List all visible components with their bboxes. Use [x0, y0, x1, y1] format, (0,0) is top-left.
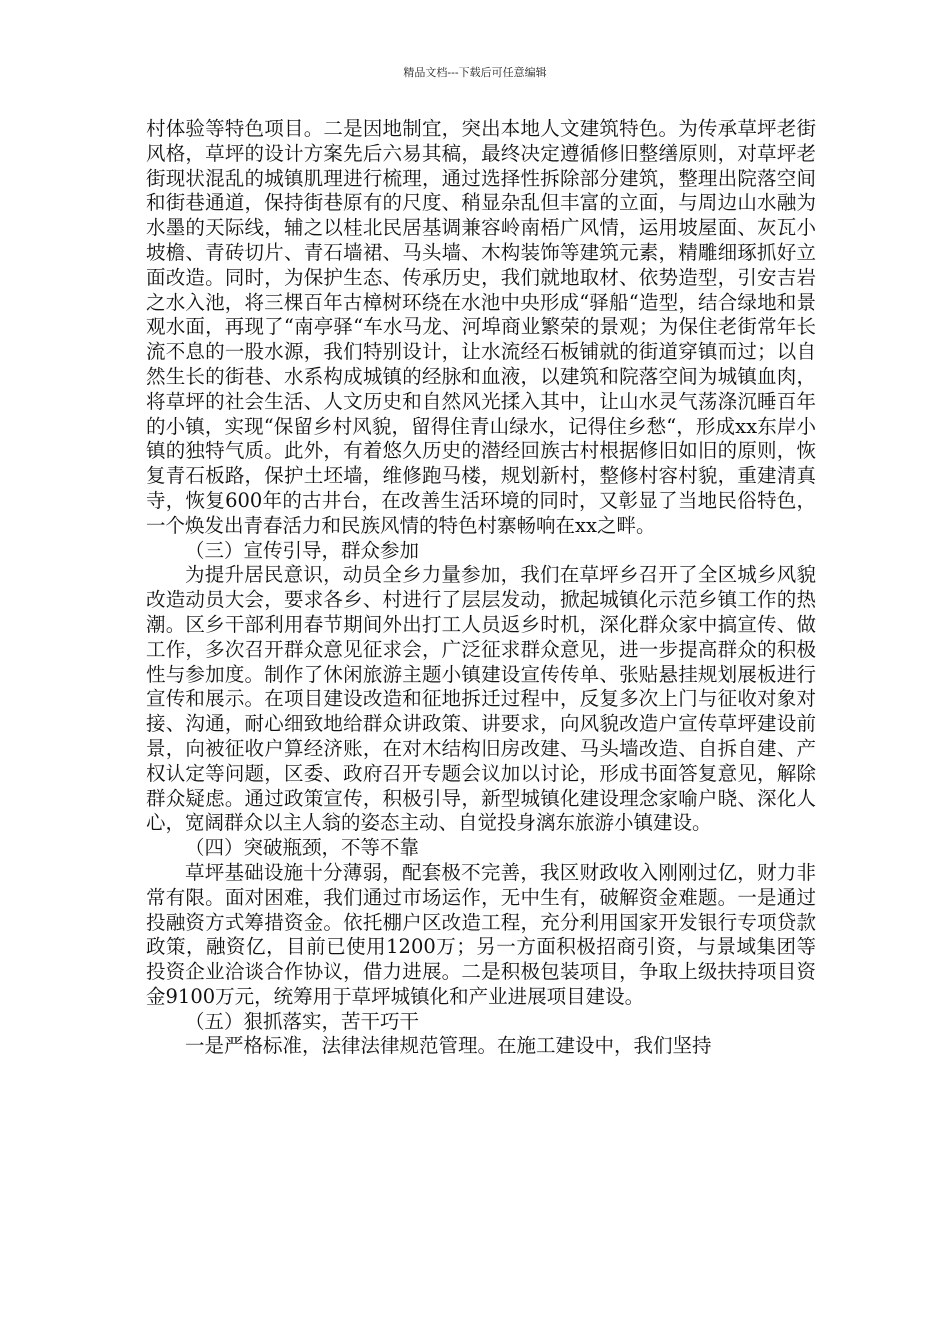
page-header: 精品文档---下载后可任意编辑 — [403, 66, 547, 79]
section-heading-3: （三）宣传引导，群众参加 — [185, 538, 420, 562]
paragraph-implementation: 一是严格标准，法律法律规范管理。在施工建设中，我们坚持 — [185, 1034, 712, 1058]
section-heading-5: （五）狠抓落实，苦干巧干 — [185, 1009, 420, 1033]
paragraph-funding: 草坪基础设施十分薄弱，配套极不完善，我区财政收入刚刚过亿，财力非常有限。面对困难，我们通过市场运作，无中生有，破解资金难题。一是通过投融资方式筹措资金。依托棚户区改造工程，充分利用国家开发银行专项贷款政策，融资亿，目前已使用1200万；另一方面积极招商引资，与景域集团等投资企业洽谈合作协议，借力进展。二是积极包装项目，争取上级扶持项目资金9100万元，统筹用于草坪城镇化和产业进展项目建设。 — [146, 860, 816, 1008]
paragraph-publicity: 为提升居民意识，动员全乡力量参加，我们在草坪乡召开了全区城乡风貌改造动员大会，要求各乡、村进行了层层发动，掀起城镇化示范乡镇工作的热潮。区乡干部利用春节期间外出打工人员返乡时机，深化群众家中搞宣传、做工作，多次召开群众意见征求会，广泛征求群众意见，进一步提高群众的积极性与参加度。制作了休闲旅游主题小镇建设宣传传单、张贴悬挂规划展板进行宣传和展示。在项目建设改造和征地拆迁过程中，反复多次上门与征收对象对接、沟通，耐心细致地给群众讲政策、讲要求，向风貌改造户宣传草坪建设前景，向被征收户算经济账，在对木结构旧房改建、马头墙改造、自拆自建、产权认定等问题，区委、政府召开专题会议加以讨论，形成书面答复意见，解除群众疑虑。通过政策宣传，积极引导，新型城镇化建设理念家喻户晓、深化人心，宽阔群众以主人翁的姿态主动、自觉投身漓东旅游小镇建设。 — [146, 563, 816, 835]
section-heading-4: （四）突破瓶颈，不等不靠 — [185, 836, 420, 860]
paragraph-continuation: 村体验等特色项目。二是因地制宜，突出本地人文建筑特色。为传承草坪老街风格，草坪的设计方案先后六易其稿，最终决定遵循修旧整缮原则，对草坪老街现状混乱的城镇肌理进行梳理，通过选择性拆除部分建筑，整理出院落空间和街巷通道，保持街巷原有的尺度、稍显杂乱但丰富的立面，与周边山水融为水墨的天际线，辅之以桂北民居基调兼容岭南梧广风情，运用坡屋面、灰瓦小坡檐、青砖切片、青石墙裙、马头墙、木构装饰等建筑元素，精雕细琢抓好立面改造。同时，为保护生态、传承历史，我们就地取材、依势造型，引安吉岩之水入池，将三棵百年古樟树环绕在水池中央形成“驿船“造型，结合绿地和景观水面，再现了“南亭驿“车水马龙、河埠商业繁荣的景观；为保住老街常年长流不息的一股水源，我们特别设计，让水流经石板铺就的街道穿镇而过；以自然生长的街巷、水系构成城镇的经脉和血液，以建筑和院落空间为城镇血肉，将草坪的社会生活、人文历史和自然风光揉入其中，让山水灵气荡涤沉睡百年的小镇，实现“保留乡村风貌，留得住青山绿水，记得住乡愁“，形成xx东岸小镇的独特气质。此外，有着悠久历史的潜经回族古村根据修旧如旧的原则，恢复青石板路，保护土坯墙，维修跑马楼，规划新村，整修村容村貌，重建清真寺，恢复600年的古井台，在改善生活环境的同时，又彰显了当地民俗特色，一个焕发出青春活力和民族风情的特色村寨畅响在xx之畔。 — [146, 117, 816, 537]
document-body — [146, 117, 816, 1059]
